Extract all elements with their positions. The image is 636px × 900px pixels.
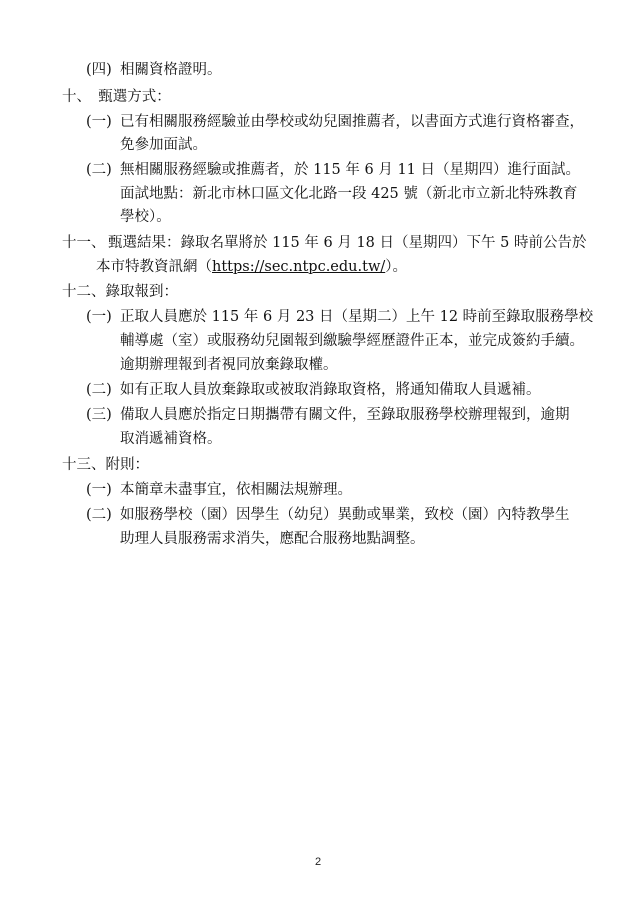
item-line: 本簡章未盡事宜，依相關法規辦理。 xyxy=(120,482,352,498)
item-marker: (四) xyxy=(86,62,112,78)
item-marker: (三) xyxy=(86,407,112,423)
item-line: 面試地點：新北市林口區文化北路一段 425 號（新北市立新北特殊教育 xyxy=(120,186,578,202)
section-heading: 十三、附則： xyxy=(62,457,149,473)
section-line-text: 本市特教資訊網（ xyxy=(96,259,212,275)
section-heading-prefix: 十一、 xyxy=(62,235,106,251)
website-link[interactable]: https://sec.ntpc.edu.tw/ xyxy=(212,259,386,275)
section-heading: 十、 甄選方式： xyxy=(62,89,171,105)
item-line: 正取人員應於 115 年 6 月 23 日（星期二）上午 12 時前至錄取服務學校 xyxy=(120,309,594,325)
section-line: 甄選結果：錄取名單將於 115 年 6 月 18 日（星期四）下午 5 時前公告於 xyxy=(108,235,587,251)
item-text: 相關資格證明。 xyxy=(120,62,222,78)
item-line: 逾期辦理報到者視同放棄錄取權。 xyxy=(120,357,338,373)
item-marker: (二) xyxy=(86,507,112,523)
section-line xyxy=(96,257,407,277)
item-line: 備取人員應於指定日期攜帶有關文件，至錄取服務學校辦理報到，逾期 xyxy=(120,407,570,423)
item-line: 如服務學校（園）因學生（幼兒）異動或畢業，致校（園）內特教學生 xyxy=(120,507,570,523)
item-line: 免參加面試。 xyxy=(120,137,207,153)
item-marker: (二) xyxy=(86,162,112,178)
item-line: 輔導處（室）或服務幼兒園報到繳驗學經歷證件正本，並完成簽約手續。 xyxy=(120,333,584,349)
item-marker: (一) xyxy=(86,482,112,498)
item-marker: (一) xyxy=(86,309,112,325)
item-line: 學校）。 xyxy=(120,209,171,225)
section-heading: 十二、錄取報到： xyxy=(62,284,178,300)
item-line: 無相關服務經驗或推薦者，於 115 年 6 月 11 日（星期四）進行面試。 xyxy=(120,162,581,178)
section-line-text: ）。 xyxy=(385,259,407,275)
item-marker: (一) xyxy=(86,114,112,130)
item-line: 已有相關服務經驗並由學校或幼兒園推薦者，以書面方式進行資格審查， xyxy=(120,114,584,130)
item-line: 取消遞補資格。 xyxy=(120,431,222,447)
page-number: 2 xyxy=(314,856,322,868)
item-line: 如有正取人員放棄錄取或被取消錄取資格，將通知備取人員遞補。 xyxy=(120,382,541,398)
item-line: 助理人員服務需求消失，應配合服務地點調整。 xyxy=(120,531,425,547)
item-marker: (二) xyxy=(86,382,112,398)
